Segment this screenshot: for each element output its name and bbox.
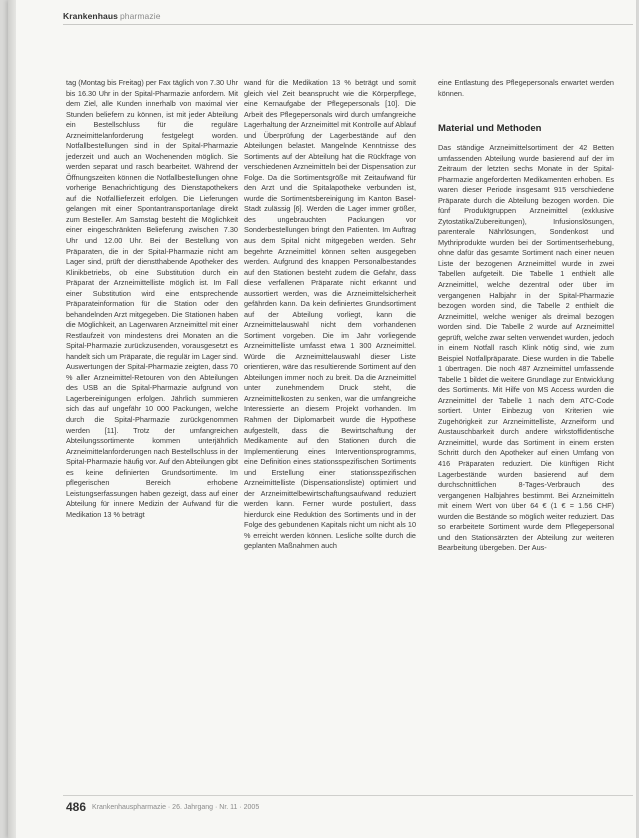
running-header	[63, 11, 161, 21]
document-page	[8, 0, 636, 838]
text-column-2	[244, 78, 416, 552]
running-footer	[66, 800, 259, 814]
header-subsection: pharmazie	[119, 11, 161, 21]
text-column-3	[438, 78, 614, 554]
header-rule	[63, 24, 633, 25]
text-column-1	[66, 78, 238, 520]
column-1-text: tag (Montag bis Freitag) per Fax täglich von 7.30 Uhr bis 16.30 Uhr in der Spital-Pharmazie anfordern. Mit dem Ziel, alle Kunden innerhalb von maximal vier Stunden beliefern zu können, ist mit jeder Abteilung ein Bestellschluss für die reguläre Arzneimittelanforderung festgelegt worden. Notfallbestellungen sind in der Spital-Pharmazie jederzeit und auch an Wochenenden möglich. Sie werden separat und rasch bearbeitet. Während der Öffnungszeiten können die Notfallbestellungen ohne vorherige Benachrichtigung des Dienstapothekers auf die Notfalllieferzeit erfolgen. Die Lieferungen gelangen mit einer Spontantransportanlage direkt zum Besteller. Am Samstag besteht die Möglichkeit einer eingeschränkten Belieferung zwischen 7.30 Uhr und 12.00 Uhr. Bei der Bestellung von Präparaten, die in der Spital-Pharmazie nicht am Lager sind, prüft der dienstthabende Apotheker des Klinikbetriebs, ob eine Substitution durch ein Präparat der Arzneimittelliste möglich ist. Im Fall einer Substitution wird eine entsprechende Präparateinformation für die Station oder den behandelnden Arzt mitgegeben. Die Stationen haben die Möglichkeit, an Lagerwaren Arzneimittel mit einer Restlaufzeit von mindestens drei Monaten an die Spital-Pharmazie zurückzusenden, vorausgesetzt es handelt sich um Präparate, die regulär im Lager sind. Auswertungen der Spital-Pharmazie zeigten, dass 70 % aller Arzneimittel-Retouren von den Abteilungen des USB an die Spital-Pharmazie aufgrund von Lagerbereinigungen erfolgen. Jährlich summieren sich das auf ungefähr 10 000 Packungen, welche durch die Spital-Pharmazie zurückgenommen werden [11]. Trotz der umfangreichen Abteilungssortimente kommen unterjährlich Arzneimittelanforderungen nach Bestellschluss in der Spital-Pharmazie häufig vor. Auf den Abteilungen gibt es keine definierten Grundsortimente. Im pflegerischen Bereich erhobene Leistungserfassungen haben gezeigt, dass auf einer Abteilung für innere Medizin der Aufwand für die Medikation 13 % beträgt	[66, 78, 238, 519]
footer-rule	[63, 795, 633, 796]
page-number: 486	[66, 800, 87, 814]
column-3-text: Das ständige Arzneimittelsortiment der 42 Betten umfassenden Abteilung wurde basierend auf der im Zeitraum der letzten sechs Monate in der Spital-Pharmazie angeforderten Medikamenten erhoben. Es waren dieser Periode insgesamt 915 verschiedene Präparate durch die Abteilung bezogen worden. Die fünf Produktgruppen Arzneimittel (exklusive Zytostatika/Zubereitungen), Infusionslösungen, parenterale Nährlösungen, Sondenkost und Mythriprodukte wurden bei der Sortimentserhebung, ohne dafür das gesamte Sortiment nach einer neuen Liste der bezogenen Arzneimittel wurde in zwei Tabellen aufgeteilt. Die Tabelle 1 enthielt alle Arzneimittel, welche dezentral oder über im vergangenen Halbjahr in der Spital-Pharmazie bezogen worden sind, die Tabelle 2 enthielt die Arzneimittel, welche weniger als dreimal bezogen worden sind. Die Tabelle 2 wurde auf Arzneimittel geprüft, welche zwar selten verwendet wurden, jedoch in einem Notfall rasch Klink nötig sind, wie zum Beispiel Notfallpräparate. Diese wurden in die Tabelle 1 übertragen. Die noch 487 Arzneimittel umfassende Tabelle 1 bildet die weitere Grundlage zur Entwicklung des Sortiments. Mit Hilfe von MS Access wurden die Arzneimittel der Tabelle 1 nach dem ATC-Code sortiert. Unter Einbezug von Kriterien wie Zugehörigkeit zur Arzneimittelliste, Arzneiform und Austauschbarkeit durch andere wirkstoffidentische Arzneimittel, wurde das Sortiment in einem ersten Schritt durch den Apotheker auf einen Umfang von 416 Präparaten reduziert. Die künftigen Richt Lagerbestände wurden basierend auf dem durchschnittlichen 8-Tages-Verbrauch des vergangenen Halbjahres bestimmt. Bei Arzneimitteln mit einem Wert von über 64 € (1 € = 1.56 CHF) wurden die Bestände so möglich weiter reduziert. Das so erarbeitete Sortiment wurde dem Pflegepersonal und den Stationsärzten der Abteilung zur weiteren Bearbeitung übergeben. Der Aus-	[438, 143, 614, 553]
column-3-intro: eine Entlastung des Pflegepersonals erwartet werden können.	[438, 78, 614, 98]
journal-citation: Krankenhauspharmazie · 26. Jahrgang · Nr. 11 · 2005	[92, 804, 260, 811]
page-edge-shadow	[8, 0, 16, 838]
section-heading: Material und Methoden	[438, 123, 542, 135]
header-section: Krankenhaus	[63, 11, 118, 21]
column-2-text: wand für die Medikation 13 % beträgt und somit gleich viel Zeit beansprucht wie die Körperpflege, eine Kernaufgabe der Pflegepersonals [10]. Die Arbeit des Pflegepersonals wird durch umfangreiche Lagerhaltung der Arzneimittel mit Kontrolle auf Ablauf und Überprüfung der Lagerbestände auf den Abteilungen belastet. Mangelnde Kenntnisse des Sortiments auf der Abteilung hat die Rückfrage von verschiedenen Arzneimitteln bei der Dispensation zur Folge. Da die Sortimentsgröße mit Zeitaufwand für den Arzt und die Spitalapotheke verbunden ist, wurde die Sortimentsbereinigung im Kanton Basel-Stadt zulässig [6]. Werden die Lager immer größer, des ungebrauchten Packungen vor Sonderbestellungen bringt den Patienten. Im Auftrag aus dem Spital nicht mitgegeben werden. Sehr begehrte Arzneimittel können selten ausgegeben werden. Aufgrund des knappen Personalbestandes auf den Stationen besteht zudem die Gefahr, dass diese verfallenen Präparate nicht erkannt und aussortiert werden, was die Arzneimittelsicherheit gefährden kann. Da kein definiertes Grundsortiment auf der Abteilung vorliegt, kann die Arzneimittelauswahl nicht dem vorhandenen Sortiment vorgeben. Die im Jahr vorliegende Arzneimittelliste umfasst etwa 1 300 Arzneimittel. Würde die Arzneimittelauswahl dieser Liste orientieren, wäre das resultierende Sortiment auf den Abteilungen immer noch zu breit. Da die Arzneimittel unter zunehmendem Druck steht, die Arzneimittelkosten zu senken, war die umfangreiche Interessierte an diesem Projekt vorhanden. Im Rahmen der Diplomarbeit wurde die Hypothese aufgestellt, dass die Bewirtschaftung der Medikamente auf den Stationen durch die Implementierung eines Interventionsprogramms, eine Definition eines stationsspezifischen Sortiments und Erstellung einer stationsspezifischen Arzneimittelliste (Dispensationsliste) optimiert und der Arzneimittelbewirtschaftungsaufwand reduziert werden kann. Ferner wurde postuliert, dass hierdurck eine Reduktion des Sortiments und in der Folge des gebundenen Kapitals nicht um nicht als 10 % erreicht werden können. Lesliche sollte durch die geplanten Maßnahmen auch	[244, 78, 416, 551]
